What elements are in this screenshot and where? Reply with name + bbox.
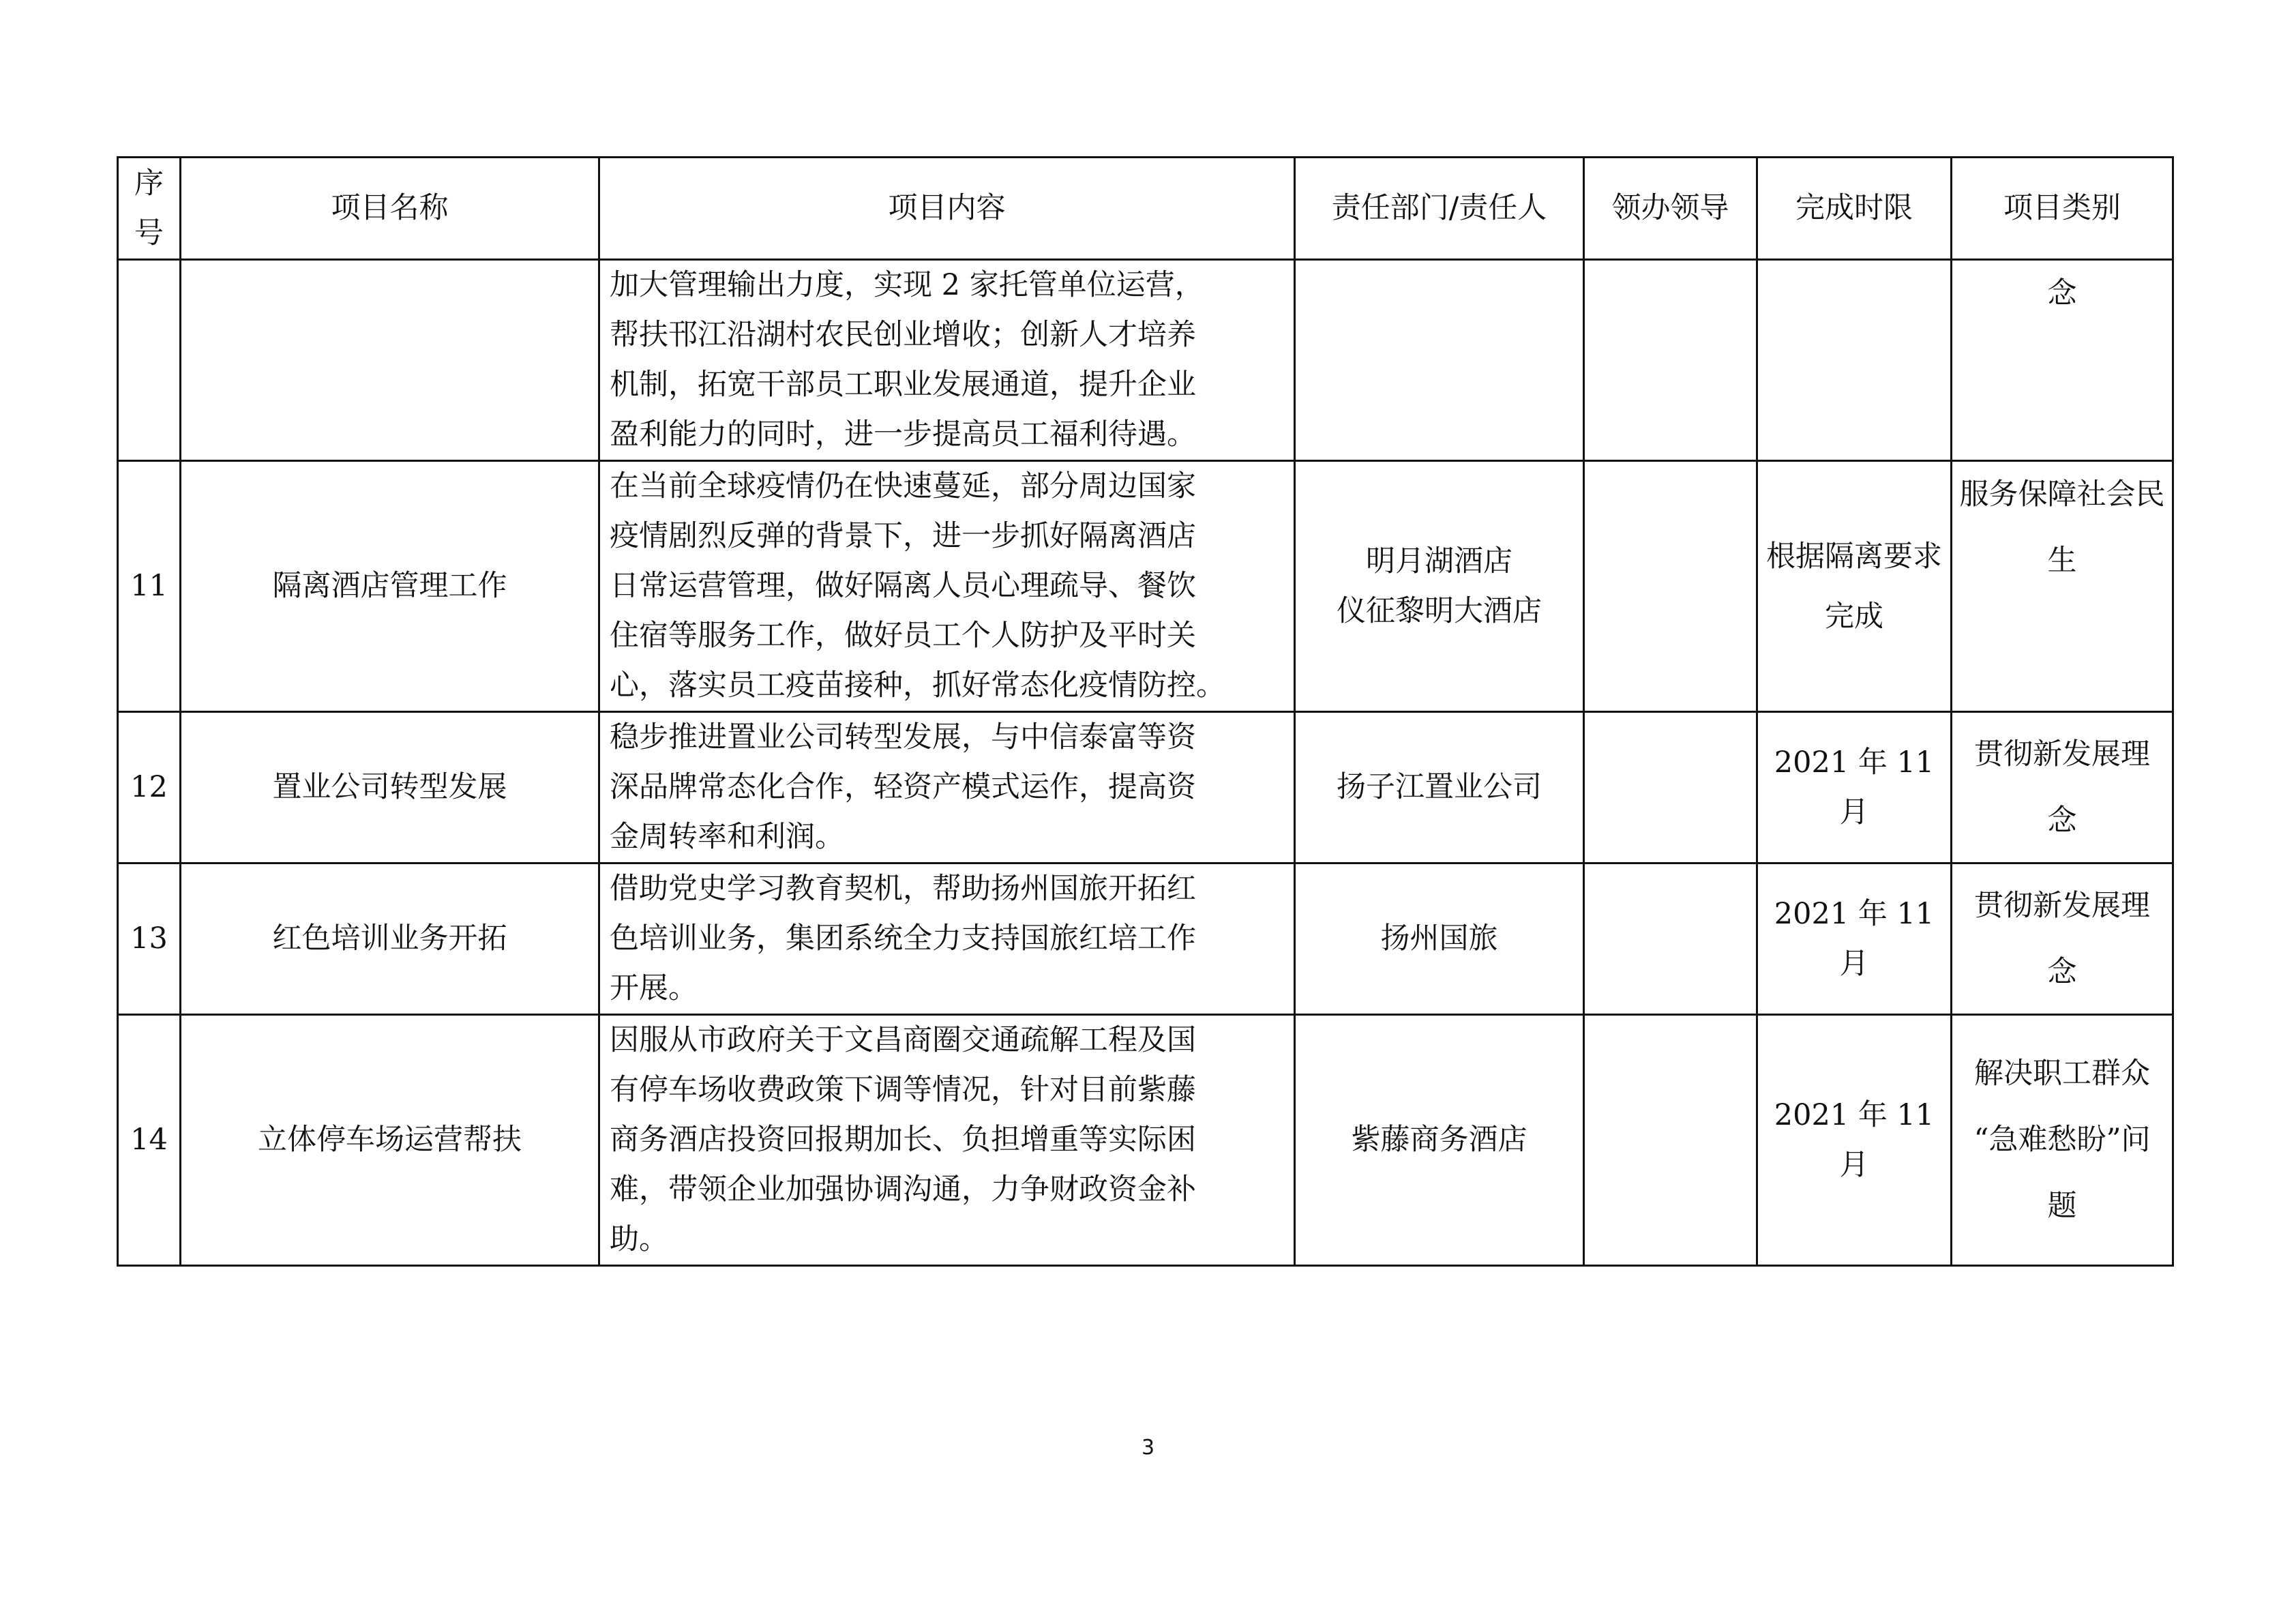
- cell-category: [1952, 461, 2173, 712]
- header-leader: 领办领导: [1584, 158, 1757, 260]
- cell-line: 借助党史学习教育契机，帮助扬州国旅开拓红: [610, 872, 1196, 906]
- cell-line: 疫情剧烈反弹的背景下，进一步抓好隔离酒店: [610, 519, 1196, 553]
- cell-line: 念: [2047, 954, 2077, 989]
- cell-seq: 14: [118, 1015, 181, 1266]
- cell-line: 色培训业务，集团系统全力支持国旅红培工作: [610, 921, 1196, 956]
- cell-line: 题: [2047, 1189, 2077, 1223]
- cell-line: 念: [2047, 276, 2077, 310]
- cell-line: 开展。: [610, 971, 698, 1005]
- cell-line: 贯彻新发展理: [1974, 737, 2150, 771]
- cell-line: 仪征黎明大酒店: [1337, 593, 1542, 628]
- cell-seq: [118, 260, 181, 461]
- cell-content: [599, 863, 1295, 1015]
- cell-line: 盈利能力的同时，进一步提高员工福利待遇。: [610, 417, 1196, 452]
- cell-category: [1952, 863, 2173, 1015]
- header-seq: 序 号: [118, 158, 181, 260]
- cell-content: [599, 712, 1295, 863]
- cell-content: [599, 260, 1295, 461]
- cell-name: 红色培训业务开拓: [181, 863, 599, 1015]
- cell-line: 念: [2047, 803, 2077, 838]
- cell-line: 助。: [610, 1222, 668, 1256]
- cell-line: 2021 年 11 月: [1774, 1097, 1935, 1182]
- cell-content: [599, 1015, 1295, 1266]
- cell-name: 隔离酒店管理工作: [181, 461, 599, 712]
- cell-line: 2021 年 11 月: [1774, 896, 1935, 981]
- cell-line: 明月湖酒店: [1366, 544, 1512, 578]
- cell-deadline: [1757, 1015, 1952, 1266]
- cell-line: 加大管理输出力度，实现 2 家托管单位运营，: [610, 268, 1204, 302]
- header-deadline: 完成时限: [1757, 158, 1952, 260]
- cell-line: 贯彻新发展理: [1974, 888, 2150, 923]
- page-number: 3: [1141, 1436, 1155, 1460]
- cell-line: 2021 年 11 月: [1774, 745, 1935, 829]
- cell-line: 住宿等服务工作，做好员工个人防护及平时关: [610, 619, 1196, 653]
- cell-name: [181, 260, 599, 461]
- cell-content: [599, 461, 1295, 712]
- cell-category: [1952, 1015, 2173, 1266]
- cell-line: 有停车场收费政策下调等情况，针对目前紫藤: [610, 1073, 1196, 1107]
- cell-line: 扬州国旅: [1380, 921, 1498, 956]
- header-category: 项目类别: [1952, 158, 2173, 260]
- cell-line: 心，落实员工疫苗接种，抓好常态化疫情防控。: [610, 668, 1225, 703]
- cell-leader: [1584, 461, 1757, 712]
- cell-deadline: [1757, 260, 1952, 461]
- cell-line: 解决职工群众: [1974, 1057, 2150, 1091]
- cell-category: [1952, 712, 2173, 863]
- cell-leader: [1584, 863, 1757, 1015]
- table-row: [118, 712, 2173, 863]
- cell-line: 扬子江置业公司: [1337, 770, 1542, 804]
- cell-leader: [1584, 260, 1757, 461]
- cell-line: “急难愁盼”问: [1973, 1123, 2151, 1157]
- header-row: [118, 158, 2173, 260]
- cell-line: 根据隔离要求: [1766, 539, 1942, 574]
- cell-line: 服务保障社会民: [1959, 477, 2165, 512]
- cell-seq: 13: [118, 863, 181, 1015]
- table-row: [118, 260, 2173, 461]
- cell-line: 难，带领企业加强协调沟通，力争财政资金补: [610, 1172, 1196, 1207]
- cell-dept: [1295, 1015, 1584, 1266]
- cell-seq: 12: [118, 712, 181, 863]
- cell-line: 因服从市政府关于文昌商圈交通疏解工程及国: [610, 1023, 1196, 1057]
- cell-name: 置业公司转型发展: [181, 712, 599, 863]
- cell-line: 日常运营管理，做好隔离人员心理疏导、餐饮: [610, 569, 1196, 603]
- cell-line: 深品牌常态化合作，轻资产模式运作，提高资: [610, 770, 1196, 804]
- cell-deadline: [1757, 712, 1952, 863]
- cell-line: 金周转率和利润。: [610, 820, 844, 854]
- cell-leader: [1584, 712, 1757, 863]
- cell-dept: [1295, 461, 1584, 712]
- cell-line: 在当前全球疫情仍在快速蔓延，部分周边国家: [610, 469, 1196, 503]
- cell-line: 稳步推进置业公司转型发展，与中信泰富等资: [610, 720, 1196, 754]
- cell-deadline: [1757, 863, 1952, 1015]
- header-content: 项目内容: [599, 158, 1295, 260]
- cell-line: 完成: [1825, 599, 1883, 634]
- cell-leader: [1584, 1015, 1757, 1266]
- table-row: [118, 461, 2173, 712]
- table-row: [118, 1015, 2173, 1266]
- cell-category: [1952, 260, 2173, 461]
- cell-dept: [1295, 260, 1584, 461]
- cell-dept: [1295, 712, 1584, 863]
- cell-dept: [1295, 863, 1584, 1015]
- cell-line: 机制，拓宽干部员工职业发展通道，提升企业: [610, 368, 1196, 402]
- header-name: 项目名称: [181, 158, 599, 260]
- cell-line: 生: [2047, 544, 2077, 578]
- cell-line: 商务酒店投资回报期加长、负担增重等实际困: [610, 1123, 1196, 1157]
- cell-name: 立体停车场运营帮扶: [181, 1015, 599, 1266]
- project-table: [117, 156, 2174, 1267]
- cell-seq: 11: [118, 461, 181, 712]
- cell-line: 紫藤商务酒店: [1351, 1123, 1527, 1157]
- cell-line: 帮扶邗江沿湖村农民创业增收；创新人才培养: [610, 318, 1196, 352]
- table-row: [118, 863, 2173, 1015]
- header-dept: 责任部门/责任人: [1295, 158, 1584, 260]
- cell-deadline: [1757, 461, 1952, 712]
